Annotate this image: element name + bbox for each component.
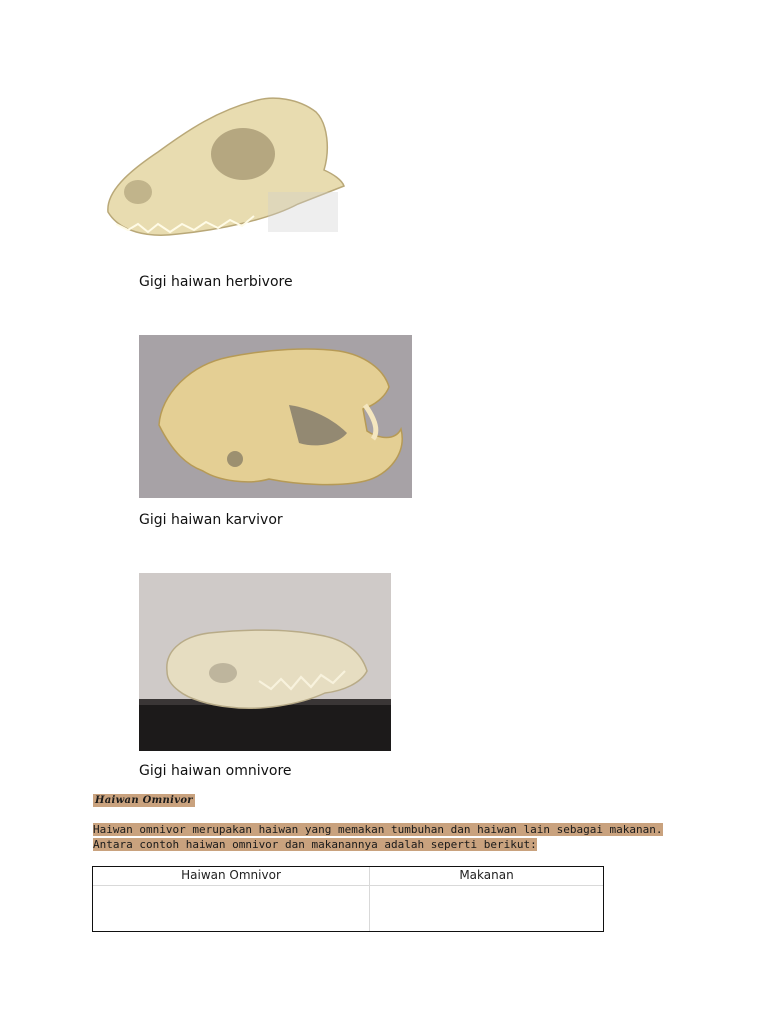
figure-caption: Gigi haiwan herbivore bbox=[139, 274, 293, 290]
table-cell bbox=[93, 885, 369, 931]
table-header-food: Makanan bbox=[369, 867, 603, 885]
section-heading: Haiwan Omnivor bbox=[95, 795, 193, 806]
paragraph-line: Haiwan omnivor merupakan haiwan yang memakan tumbuhan dan haiwan lain sebagai makanan. bbox=[93, 823, 663, 836]
table-header-animal: Haiwan Omnivor bbox=[181, 868, 281, 882]
carnivore-skull-image bbox=[139, 335, 412, 498]
omnivore-skull-image bbox=[139, 573, 391, 751]
herbivore-skull-image bbox=[98, 92, 348, 252]
figure-caption: Gigi haiwan karvivor bbox=[139, 512, 283, 528]
paragraph-line: Antara contoh haiwan omnivor dan makanannya adalah seperti berikut: bbox=[93, 838, 537, 851]
table-cell bbox=[369, 885, 603, 931]
omnivore-food-table bbox=[92, 866, 604, 932]
section-paragraph bbox=[93, 822, 693, 852]
figure-caption: Gigi haiwan omnivore bbox=[139, 763, 292, 779]
